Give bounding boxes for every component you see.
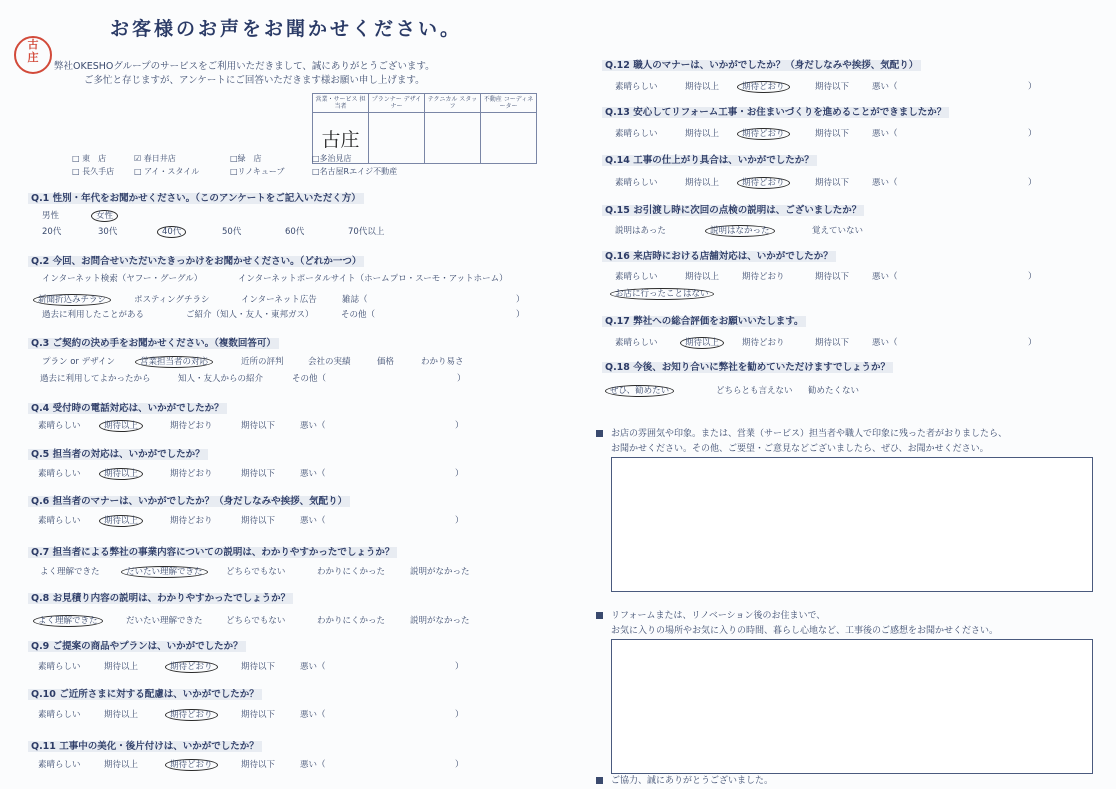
- question-label: [28, 686, 262, 700]
- answer-option-text: 素晴らしい: [615, 129, 658, 139]
- staff-value-technical[interactable]: [425, 113, 481, 164]
- question-label: [602, 104, 949, 118]
- answer-option-text: 期待以下: [815, 338, 850, 348]
- answer-option[interactable]: [170, 708, 218, 720]
- answer-option-text: わかりにくかった: [317, 616, 386, 626]
- staff-value-sales[interactable]: 古庄: [313, 113, 369, 164]
- answer-option-text: ）: [455, 469, 464, 479]
- question-label-text: Q.5 担当者の対応は、いかがでしたか？: [28, 449, 208, 460]
- answer-option-text: 50代: [222, 227, 242, 237]
- answer-option-text: 近所の評判: [241, 357, 284, 367]
- answer-option-text: 期待以上: [685, 82, 720, 92]
- answer-bracket: [455, 419, 464, 431]
- answer-option-text: 期待以上: [104, 662, 139, 672]
- answer-option[interactable]: [241, 514, 275, 526]
- answer-option-text: 期待以下: [815, 272, 850, 282]
- answer-option-text: どちらでもない: [226, 567, 286, 577]
- square-bullet-icon: [596, 777, 603, 784]
- question-label-text: Q.2 今回、お問合せいただいたきっかけをお聞かせください。（どれか一つ）: [28, 256, 364, 267]
- answer-option[interactable]: [40, 372, 151, 384]
- answer-option[interactable]: [742, 270, 785, 282]
- answer-option[interactable]: [685, 270, 719, 282]
- answer-bracket: [1028, 176, 1037, 188]
- question-label-text: Q.11 工事中の美化・後片付けは、いかがでしたか？: [28, 741, 262, 752]
- answer-option-text: 20代: [42, 227, 62, 237]
- answer-option[interactable]: [615, 176, 658, 188]
- answer-option[interactable]: [317, 565, 385, 577]
- answer-option[interactable]: [742, 80, 790, 92]
- question-label: [602, 248, 836, 262]
- question-label: [28, 446, 208, 460]
- answer-option[interactable]: [38, 660, 81, 672]
- answer-bracket: [300, 419, 326, 431]
- answer-option[interactable]: [42, 308, 144, 320]
- answer-bracket: [341, 308, 375, 320]
- answer-option-text: 悪い（: [300, 469, 326, 479]
- answer-option[interactable]: [126, 614, 203, 626]
- answer-option-text: 雑誌（: [342, 295, 368, 305]
- answer-bracket: [300, 758, 326, 770]
- answer-option-text: 悪い（: [872, 272, 898, 282]
- question-label: [28, 253, 364, 267]
- answer-option[interactable]: [815, 80, 849, 92]
- answer-option[interactable]: [38, 708, 81, 720]
- answer-option-text: ）: [516, 310, 525, 320]
- question-label: [28, 544, 397, 558]
- staff-header-realestate: 不動産 コーディネーター: [481, 94, 537, 113]
- answer-option-text: 期待どおり: [742, 338, 785, 348]
- name-stamp: 古 庄: [14, 36, 52, 74]
- answer-option[interactable]: [615, 336, 658, 348]
- answer-option-text: 期待以下: [241, 710, 276, 720]
- answer-option[interactable]: [170, 419, 213, 431]
- answer-option[interactable]: [348, 225, 384, 237]
- answer-option-text: 素晴らしい: [38, 469, 81, 479]
- answer-option-text: だいたい理解できた: [121, 566, 208, 578]
- answer-bracket: [455, 660, 464, 672]
- answer-option-text: 営業担当者の対応: [135, 356, 213, 368]
- after-textarea[interactable]: [611, 639, 1093, 774]
- answer-option-text: 悪い（: [872, 82, 898, 92]
- answer-option-text: 説明がなかった: [410, 616, 470, 626]
- answer-option[interactable]: [377, 355, 394, 367]
- answer-option[interactable]: [710, 224, 775, 236]
- question-label-text: Q.17 弊社への総合評価をお願いいたします。: [602, 316, 806, 327]
- answer-bracket: [300, 660, 326, 672]
- square-bullet-icon: [596, 612, 603, 619]
- answer-option[interactable]: [170, 467, 213, 479]
- answer-option[interactable]: [808, 384, 859, 396]
- answer-option[interactable]: [38, 514, 81, 526]
- answer-option-text: 新聞折込みチラシ: [33, 294, 111, 306]
- answer-option-text: 説明はなかった: [705, 225, 775, 237]
- staff-header-sales: 営業・サービス 担当者: [313, 94, 369, 113]
- answer-option-text: その他（: [341, 310, 376, 320]
- answer-option[interactable]: [742, 176, 790, 188]
- answer-option[interactable]: [38, 467, 81, 479]
- answer-option[interactable]: [170, 514, 213, 526]
- answer-bracket: [1028, 80, 1037, 92]
- answer-option-text: よく理解できた: [40, 567, 100, 577]
- answer-option-text: ）: [455, 710, 464, 720]
- answer-option[interactable]: [742, 127, 790, 139]
- question-label: [28, 590, 293, 604]
- answer-option[interactable]: [615, 127, 658, 139]
- answer-bracket: [872, 336, 898, 348]
- answer-option[interactable]: [104, 660, 138, 672]
- answer-option[interactable]: [615, 80, 658, 92]
- question-label: [602, 202, 864, 216]
- answer-option-text: 期待どおり: [170, 516, 213, 526]
- answer-option[interactable]: [685, 127, 719, 139]
- answer-bracket: [292, 372, 326, 384]
- answer-option-text: よく理解できた: [33, 615, 103, 627]
- answer-option[interactable]: [241, 758, 275, 770]
- answer-option-text: わかりにくかった: [317, 567, 386, 577]
- answer-option-text: ）: [457, 374, 466, 384]
- answer-option-text: 期待どおり: [165, 709, 218, 721]
- question-label: [28, 493, 350, 507]
- answer-option[interactable]: [126, 565, 208, 577]
- answer-option[interactable]: [104, 467, 143, 479]
- staff-header-planner: プランナー デザイナー: [369, 94, 425, 113]
- answer-option-text: ）: [455, 662, 464, 672]
- answer-option[interactable]: [421, 355, 464, 367]
- answer-option[interactable]: [241, 419, 275, 431]
- answer-option[interactable]: [238, 272, 508, 284]
- answer-option[interactable]: [815, 127, 849, 139]
- question-label-text: Q.3 ご契約の決め手をお聞かせください。（複数回答可）: [28, 338, 279, 349]
- page-title: お客様のお声をお聞かせください。: [110, 18, 463, 40]
- answer-option-text: インターネット検索（ヤフー・グーグル）: [42, 274, 203, 284]
- answer-bracket: [1028, 127, 1037, 139]
- answer-option[interactable]: [285, 225, 304, 237]
- answer-option[interactable]: [42, 355, 115, 367]
- answer-option[interactable]: [410, 565, 470, 577]
- question-label-text: Q.9 ご提案の商品やプランは、いかがでしたか？: [28, 641, 246, 652]
- answer-bracket: [872, 127, 898, 139]
- answer-option[interactable]: [615, 287, 714, 299]
- question-label-text: Q.10 ご近所さまに対する配慮は、いかがでしたか？: [28, 689, 262, 700]
- answer-option-text: ）: [455, 760, 464, 770]
- section-after-line-1: リフォームまたは、リノベーション後のお住まいで、: [596, 608, 825, 621]
- answer-option-text: 素晴らしい: [615, 272, 658, 282]
- answer-option-text: ）: [1028, 178, 1037, 188]
- answer-bracket: [516, 308, 525, 320]
- answer-option[interactable]: [716, 384, 793, 396]
- answer-option-text: 期待以下: [815, 129, 850, 139]
- question-label: [28, 738, 262, 752]
- answer-option-text: 悪い（: [300, 710, 326, 720]
- answer-bracket: [455, 708, 464, 720]
- answer-option[interactable]: [241, 355, 284, 367]
- answer-option-text: 期待どおり: [165, 759, 218, 771]
- answer-option[interactable]: [241, 708, 275, 720]
- answer-bracket: [300, 708, 326, 720]
- answer-option[interactable]: [134, 293, 209, 305]
- answer-option-text: ）: [455, 516, 464, 526]
- answer-option-text: 期待以上: [99, 515, 143, 527]
- answer-option[interactable]: [222, 225, 241, 237]
- answer-option[interactable]: [615, 224, 666, 236]
- answer-option[interactable]: [38, 293, 111, 305]
- answer-option-text: ）: [1028, 272, 1037, 282]
- question-label: [28, 400, 227, 414]
- answer-option[interactable]: [610, 384, 674, 396]
- answer-option-text: 素晴らしい: [615, 338, 658, 348]
- answer-option-text: わかり易さ: [421, 357, 464, 367]
- answer-bracket: [516, 293, 525, 305]
- answer-option[interactable]: [42, 272, 202, 284]
- answer-option[interactable]: [178, 372, 263, 384]
- answer-option-text: 悪い（: [872, 129, 898, 139]
- question-label: [602, 359, 893, 373]
- answer-option-text: 期待以上: [99, 420, 143, 432]
- answer-option[interactable]: [241, 467, 275, 479]
- answer-option-text: 期待以上: [104, 760, 139, 770]
- answer-bracket: [872, 270, 898, 282]
- answer-bracket: [872, 176, 898, 188]
- answer-option-text: 素晴らしい: [38, 760, 81, 770]
- question-label-text: Q.8 お見積り内容の説明は、わかりやすかったでしょうか？: [28, 593, 293, 604]
- answer-option-text: だいたい理解できた: [126, 616, 203, 626]
- answer-option[interactable]: [104, 419, 143, 431]
- answer-option[interactable]: [42, 225, 61, 237]
- answer-option[interactable]: [226, 565, 285, 577]
- answer-option-text: 素晴らしい: [38, 516, 81, 526]
- answer-option-text: 期待以下: [241, 469, 276, 479]
- question-label: [28, 638, 246, 652]
- answer-option-text: 期待どおり: [737, 177, 790, 189]
- answer-option-text: どちらでもない: [226, 616, 286, 626]
- answer-bracket: [455, 514, 464, 526]
- answer-option[interactable]: [140, 355, 213, 367]
- question-label: [602, 313, 806, 327]
- answer-option-text: ）: [516, 295, 525, 305]
- answer-option-text: 悪い（: [300, 421, 326, 431]
- question-label-text: Q.12 職人のマナーは、いかがでしたか？（身だしなみや挨拶、気配り）: [602, 60, 921, 71]
- question-label-text: Q.13 安心してリフォーム工事・お住まいづくりを進めることができましたか？: [602, 107, 949, 118]
- answer-option-text: 期待どおり: [737, 128, 790, 140]
- answer-option-text: 素晴らしい: [38, 662, 81, 672]
- answer-bracket: [455, 758, 464, 770]
- answer-option-text: インターネット広告: [241, 295, 317, 305]
- answer-option-text: 期待以上: [685, 178, 720, 188]
- answer-option[interactable]: [42, 209, 59, 221]
- question-label-text: Q.1 性別・年代をお聞かせください。（このアンケートをご記入いただく方）: [28, 193, 364, 204]
- answer-option-text: インターネットポータルサイト（ホームプロ・スーモ・アットホーム）: [238, 274, 508, 284]
- answer-option-text: 男性: [42, 211, 60, 221]
- question-label-text: Q.4 受付時の電話対応は、いかがでしたか？: [28, 403, 227, 414]
- answer-option-text: どちらとも言えない: [716, 386, 793, 396]
- answer-bracket: [300, 467, 326, 479]
- answer-option-text: ）: [1028, 338, 1037, 348]
- store-option[interactable]: ☑ 春日井店: [134, 154, 176, 163]
- answer-option[interactable]: [162, 225, 186, 237]
- answer-option-text: 60代: [285, 227, 305, 237]
- answer-option[interactable]: [38, 614, 103, 626]
- square-bullet-icon: [596, 430, 603, 437]
- closing-message: ご協力、誠にありがとうございました。: [596, 773, 773, 786]
- answer-option[interactable]: [186, 308, 314, 320]
- answer-option[interactable]: [38, 758, 81, 770]
- answer-option[interactable]: [104, 708, 138, 720]
- question-label-text: Q.18 今後、お知り合いに弊社を勧めていただけますでしょうか？: [602, 362, 893, 373]
- answer-bracket: [457, 372, 466, 384]
- answer-option[interactable]: [308, 355, 351, 367]
- question-label: [28, 190, 364, 204]
- answer-option-text: ）: [1028, 129, 1037, 139]
- answer-option[interactable]: [685, 80, 719, 92]
- answer-option-text: ）: [455, 421, 464, 431]
- answer-option-text: 会社の実績: [308, 357, 351, 367]
- answer-option-text: 期待以上: [685, 129, 720, 139]
- answer-option-text: 期待以下: [815, 82, 850, 92]
- answer-option-text: 悪い（: [872, 178, 898, 188]
- answer-option-text: 説明がなかった: [410, 567, 470, 577]
- answer-option-text: 悪い（: [300, 760, 326, 770]
- answer-option[interactable]: [685, 336, 724, 348]
- answer-option-text: 悪い（: [300, 516, 326, 526]
- answer-option-text: ）: [1028, 82, 1037, 92]
- answer-option-text: 女性: [91, 210, 118, 222]
- answer-option[interactable]: [170, 758, 218, 770]
- answer-option-text: 期待どおり: [170, 469, 213, 479]
- question-label-text: Q.14 工事の仕上がり具合は、いかがでしたか？: [602, 155, 817, 166]
- answer-option-text: ぜひ、勧めたい: [605, 385, 674, 397]
- answer-bracket: [872, 80, 898, 92]
- store-option[interactable]: □ アイ・スタイル: [134, 167, 200, 176]
- answer-bracket: [1028, 336, 1037, 348]
- answer-option-text: 期待以下: [241, 421, 276, 431]
- answer-option-text: 勧めたくない: [808, 386, 860, 396]
- answer-option-text: 30代: [98, 227, 118, 237]
- answer-option[interactable]: [170, 660, 218, 672]
- answer-option-text: ご紹介（知人・友人・東邦ガス）: [186, 310, 314, 320]
- answer-option-text: 過去に利用したことがある: [42, 310, 145, 320]
- store-option[interactable]: □名古屋Rエイジ不動産: [312, 167, 398, 176]
- answer-option[interactable]: [241, 293, 317, 305]
- impressions-textarea[interactable]: [611, 457, 1093, 592]
- answer-option[interactable]: [226, 614, 285, 626]
- answer-option-text: 知人・友人からの紹介: [178, 374, 264, 384]
- answer-option-text: 素晴らしい: [615, 82, 658, 92]
- answer-option-text: お店に行ったことはない: [610, 288, 714, 300]
- answer-option[interactable]: [812, 224, 863, 236]
- answer-option[interactable]: [104, 514, 143, 526]
- answer-option-text: 期待以上: [104, 710, 139, 720]
- answer-option-text: 素晴らしい: [38, 710, 81, 720]
- answer-bracket: [342, 293, 368, 305]
- question-label-text: Q.15 お引渡し時に次回の点検の説明は、ございましたか？: [602, 205, 864, 216]
- answer-option[interactable]: [815, 176, 849, 188]
- answer-option-text: 期待どおり: [742, 272, 785, 282]
- answer-option[interactable]: [815, 270, 849, 282]
- answer-option[interactable]: [685, 176, 719, 188]
- answer-option-text: 期待どおり: [737, 81, 790, 93]
- staff-header-technical: テクニカル スタッフ: [425, 94, 481, 113]
- answer-option[interactable]: [104, 758, 138, 770]
- answer-option[interactable]: [98, 225, 117, 237]
- question-label-text: Q.6 担当者のマナーは、いかがでしたか？（身だしなみや挨拶、気配り）: [28, 496, 350, 507]
- answer-option[interactable]: [815, 336, 849, 348]
- question-label: [28, 335, 279, 349]
- section-impressions-line-1: お店の雰囲気や印象。または、営業（サービス）担当者や職人で印象に残った者がおりましたら、: [596, 426, 1007, 439]
- answer-option-text: 過去に利用してよかったから: [40, 374, 151, 384]
- answer-option-text: プラン or デザイン: [42, 357, 116, 367]
- answer-option-text: 期待以下: [241, 760, 276, 770]
- answer-option-text: 期待以上: [680, 337, 724, 349]
- store-option[interactable]: □ 長久手店: [72, 167, 115, 176]
- answer-option[interactable]: [317, 614, 385, 626]
- answer-option-text: 70代以上: [348, 227, 385, 237]
- question-label: [602, 152, 817, 166]
- answer-bracket: [1028, 270, 1037, 282]
- answer-option-text: 期待どおり: [165, 661, 218, 673]
- store-option[interactable]: □リノキューブ: [230, 167, 285, 176]
- answer-option-text: 40代: [157, 226, 186, 238]
- answer-option-text: 素晴らしい: [38, 421, 81, 431]
- question-label-text: Q.16 来店時における店舗対応は、いかがでしたか？: [602, 251, 836, 262]
- answer-option-text: 期待以上: [99, 468, 143, 480]
- answer-option[interactable]: [241, 660, 275, 672]
- staff-value-planner[interactable]: [369, 113, 425, 164]
- staff-value-realestate[interactable]: [481, 113, 537, 164]
- section-impressions-line-2: お聞かせください。その他、ご要望・ご意見などございましたら、ぜひ、お聞かせください。: [611, 444, 989, 454]
- answer-option-text: 悪い（: [872, 338, 898, 348]
- answer-option[interactable]: [40, 565, 100, 577]
- answer-option-text: 期待以下: [241, 516, 276, 526]
- answer-option[interactable]: [38, 419, 81, 431]
- answer-option[interactable]: [410, 614, 470, 626]
- answer-option-text: 価格: [377, 357, 395, 367]
- answer-option-text: 覚えていない: [812, 226, 864, 236]
- answer-option[interactable]: [96, 209, 118, 221]
- answer-option-text: 期待以下: [241, 662, 276, 672]
- section-after-line-2: お気に入りの場所やお気に入りの時間、暮らし心地など、工事後のご感想をお聞かせください。: [611, 626, 999, 636]
- answer-bracket: [455, 467, 464, 479]
- answer-option-text: 説明はあった: [615, 226, 666, 236]
- answer-option-text: その他（: [292, 374, 327, 384]
- answer-option-text: 期待どおり: [170, 421, 213, 431]
- store-option[interactable]: □緑 店: [230, 154, 262, 163]
- answer-option-text: 素晴らしい: [615, 178, 658, 188]
- answer-option[interactable]: [615, 270, 658, 282]
- answer-bracket: [300, 514, 326, 526]
- question-label: [602, 57, 921, 71]
- store-option[interactable]: □ 東 店: [72, 154, 107, 163]
- answer-option[interactable]: [742, 336, 785, 348]
- answer-option-text: 期待以上: [685, 272, 720, 282]
- answer-option-text: ポスティングチラシ: [134, 295, 210, 305]
- intro-line-1: 弊社OKESHOグループのサービスをご利用いただきまして、誠にありがとうございます。: [54, 61, 435, 72]
- store-option[interactable]: □多治見店: [312, 154, 352, 163]
- question-label-text: Q.7 担当者による弊社の事業内容についての説明は、わかりやすかったでしょうか？: [28, 547, 397, 558]
- intro-line-2: ご多忙と存じますが、アンケートにご回答いただきます様お願い申し上げます。: [84, 75, 425, 86]
- answer-option-text: 期待以下: [815, 178, 850, 188]
- answer-option-text: 悪い（: [300, 662, 326, 672]
